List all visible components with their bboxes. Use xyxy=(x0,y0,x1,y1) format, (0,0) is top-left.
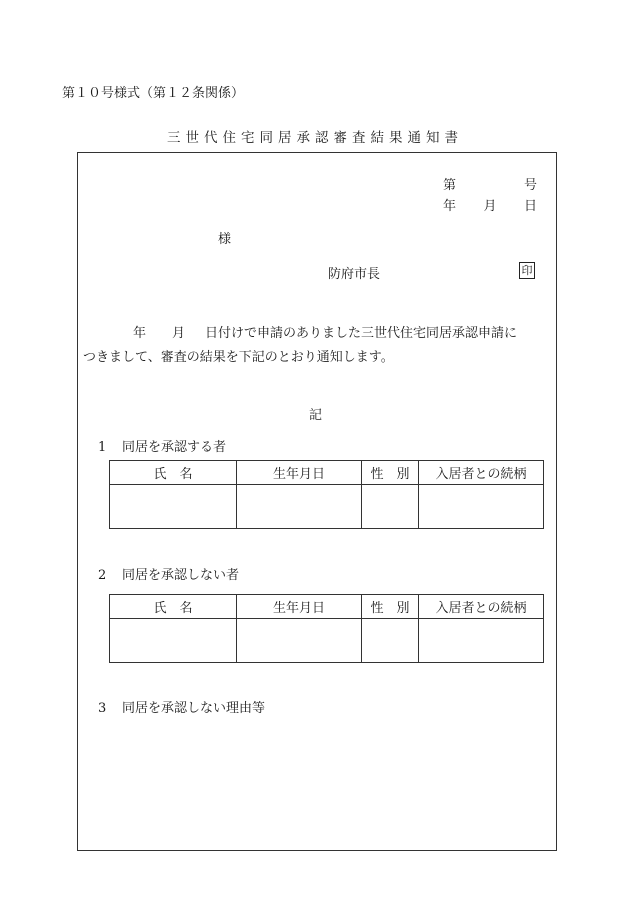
header-relation: 入居者との続柄 xyxy=(419,595,544,619)
notice-body-line-1 xyxy=(133,322,517,341)
date-line xyxy=(443,195,537,214)
approved-persons-table xyxy=(109,460,544,529)
header-birthdate: 生年月日 xyxy=(237,461,362,485)
section-number: 2 xyxy=(98,568,107,583)
date-month: 月 xyxy=(483,199,497,214)
cell-gender xyxy=(362,485,419,529)
body-text-1: 日付けで申請のありました三世代住宅同居承認申請に xyxy=(205,326,518,341)
section-approved xyxy=(98,436,226,455)
section-not-approved xyxy=(98,564,239,583)
cell-name xyxy=(110,485,237,529)
ki-heading: 記 xyxy=(309,408,323,423)
table-row xyxy=(110,619,544,663)
section-reasons xyxy=(98,697,265,716)
document-number-prefix: 第 xyxy=(443,178,457,193)
header-name: 氏 名 xyxy=(110,595,237,619)
header-gender: 性 別 xyxy=(362,461,419,485)
date-year: 年 xyxy=(443,199,457,214)
section-number: 3 xyxy=(98,701,107,716)
seal-mark: 印 xyxy=(519,262,535,279)
cell-birthdate xyxy=(237,619,362,663)
table-row xyxy=(110,485,544,529)
issuer-name: 防府市長 xyxy=(328,267,381,282)
cell-relation xyxy=(419,485,544,529)
cell-birthdate xyxy=(237,485,362,529)
document-title: 三世代住宅同居承認審査結果通知書 xyxy=(167,130,463,146)
section-number: 1 xyxy=(98,440,107,455)
document-number-suffix: 号 xyxy=(523,178,537,193)
body-year: 年 xyxy=(133,326,147,341)
section-title: 同居を承認しない者 xyxy=(122,568,240,583)
addressee-suffix: 様 xyxy=(218,232,232,247)
cell-relation xyxy=(419,619,544,663)
header-name: 氏 名 xyxy=(110,461,237,485)
cell-name xyxy=(110,619,237,663)
form-number: 第１０号様式（第１２条関係） xyxy=(62,86,245,101)
body-month: 月 xyxy=(172,326,186,341)
table-header-row xyxy=(110,595,544,619)
cell-gender xyxy=(362,619,419,663)
section-title: 同居を承認しない理由等 xyxy=(122,701,266,716)
not-approved-persons-table xyxy=(109,594,544,663)
section-title: 同居を承認する者 xyxy=(122,440,227,455)
header-relation: 入居者との続柄 xyxy=(419,461,544,485)
notice-body-line-2: つきまして、審査の結果を下記のとおり通知します。 xyxy=(83,350,394,365)
header-gender: 性 別 xyxy=(362,595,419,619)
table-header-row xyxy=(110,461,544,485)
date-day: 日 xyxy=(523,199,537,214)
document-number-line xyxy=(443,174,537,193)
header-birthdate: 生年月日 xyxy=(237,595,362,619)
